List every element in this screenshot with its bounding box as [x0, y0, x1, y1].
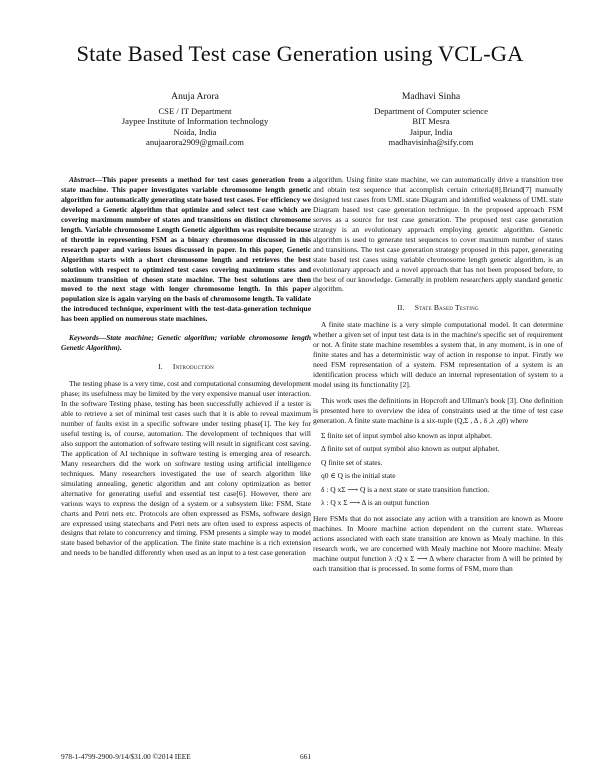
definition-item: Δ finite set of output symbol also known as output alphabet. — [321, 444, 500, 454]
author-department: Department of Computer science — [374, 105, 488, 116]
body-paragraph: algorithm. Using finite state machine, we can automatically drive a transition tree and obtain test sequence that accomplish certain criteria[8].Briand[7] manually designed test cases from UML state Diagram and identified weakness of UML state Diagram based test case generation technique. In the proposed approach FSM serves as a source for test case generation. The proposed test case generation strategy is an evolutionary approach employing genetic algorithm. Genetic algorithm is used to generate test sequences to cover maximum number of states and transitions. The test case generation strategy proposed in this paper, generating state based test cases using variable chromosome length genetic algorithm, is an evolutionary approach and a novel approach that has not been proposed before, to the best of our knowledge. Generally in problem researchers apply standard genetic algorithm. — [313, 175, 563, 294]
definition-list — [313, 430, 563, 508]
definition-item: Q finite set of states. — [321, 457, 383, 467]
section-number: II. — [397, 303, 405, 313]
definition-item: Σ finite set of input symbol also known as input alphabet. — [321, 430, 493, 440]
copyright-footer: 978-1-4799-2900-9/14/$31.00 ©2014 IEEE — [61, 752, 191, 761]
section-heading-state-based-testing — [313, 303, 563, 313]
body-paragraph: Here FSMs that do not associate any action with a transition are known as Moore machines. In Moore machine action dependent on the current state. Whereas actions associated with each state transition are known as Mealy machine. In this research work, we are concerned with Mealy machine not Moore machine. Mealy machine output function λ :Q x Σ ⟶ Δ where character from Δ will be printed by each transition that is processed. In some forms of FSM, more than — [313, 514, 563, 574]
abstract-label: Abstract — [69, 175, 95, 184]
introduction-paragraph: The testing phase is a very time, cost and computational consuming development phase; its usefulness may be limited by the very expensive manual user interaction. In the software Testing phase, testing has been successfully achieved if a tester is able to retrieve a set of minimal test cases such that it is able to reveal maximum number of faults exist in a specific software under testing phase[1]. The key for useful testing is, of course, automation. The development of techniques that will also support the automation of software testing will result in significant cost saving. The application of AI technique in software testing is emerging area of research. Many researchers did the work on software testing using artificial intelligence techniques. Many researchers investigated the use of search algorithm like simulating annealing, genetic algorithm and ant colony optimization as better alternative for generating useful and essential test case[6]. However, there are various ways to express the design of a system or a subsystem like: FSM, State charts and Petri nets etc. Protocols are often expressed as FSMs, software design are expressed using statecharts and Petri nets are often used to express aspects of designs that relate to concurrency and timing. FSM presents a simple way to model state based behavior of the application. The finite state machine is a rich extension and needs to be handled differently when used as an input to a test case generation — [61, 379, 311, 558]
right-column — [313, 175, 563, 574]
author-block-2 — [306, 92, 556, 148]
abstract — [61, 175, 311, 324]
author-block-1 — [70, 92, 320, 148]
section-title: Introduction — [172, 362, 214, 372]
definition-item: λ : Q x Σ ⟶ Δ is an output function — [321, 497, 430, 507]
left-column — [61, 175, 311, 558]
definition-item: δ : Q xΣ ⟶ Q is a next state or state transition function. — [321, 484, 490, 494]
section-title: State Based Testing — [414, 303, 479, 313]
body-paragraph: A finite state machine is a very simple computational model. It can determine whether a given set of input test data is in the machine's specific set of requirement or not. A finite state machine resembles a system that, in any moment, is in one of finite states and has a deterministic way of action in response to input. Firstly we need FSM representation of a system. FSM representation of a system is an identification process which will deduce an internal representation of system to a model using its functionality [2]. — [313, 320, 563, 390]
author-department: CSE / IT Department — [158, 105, 232, 116]
page-number: 661 — [300, 752, 312, 761]
section-heading-introduction — [61, 362, 311, 372]
author-name: Anuja Arora — [171, 91, 219, 102]
author-email: madhavisinha@sify.com — [388, 137, 474, 148]
body-paragraph: This work uses the definitions in Hopcroft and Ullman's book [3]. One definition is presented here to overview the idea of constraints used at the time of test case generation. A finite state machine is a six-tuple (Q,Σ , Δ , δ ,λ ,q0) where — [313, 396, 563, 425]
abstract-text: —This paper presents a method for test cases generation from a state machine. This paper investigates variable chromosome length genetic algorithm for automatically generating state based test cases. For efficiency we developed a Genetic algorithm that optimize and select test case which are covering maximum number of states and transitions on distinct chromosome length. Variable chromosome Length Genetic algorithm was requisite because of throttle in representing FSM as a binary chromosome discussed in this research paper and various issues discussed in paper. In this paper, Genetic Algorithm starts with a short chromosome length and retrieves the best solution with respect to optimized test cases covering maximum states and maximum transition of chosen state machine. The best solutions are then moved to the next stage with longer chromosome length. In this paper population size is again varying on the basis of chromosome length. To validate the introduced technique, experiment with the test-data-generation technique has been applied on numerous state machines. — [61, 175, 311, 324]
section-number: I. — [158, 362, 163, 372]
author-location: Noida, India — [173, 126, 217, 137]
author-institution: Jaypee Institute of Information technology — [121, 116, 269, 127]
paper-title: State Based Test case Generation using VCL-GA — [76, 41, 524, 66]
definition-item: q0 ∈ Q is the initial state — [321, 471, 396, 481]
author-location: Jaipur, India — [409, 126, 453, 137]
keywords: Keywords—State machine; Genetic algorithm; variable chromosome length Genetic Algorithm). — [61, 333, 311, 353]
author-name: Madhavi Sinha — [401, 91, 461, 102]
author-email: anujaarora2909@gmail.com — [146, 137, 244, 148]
author-institution: BIT Mesra — [412, 116, 450, 127]
